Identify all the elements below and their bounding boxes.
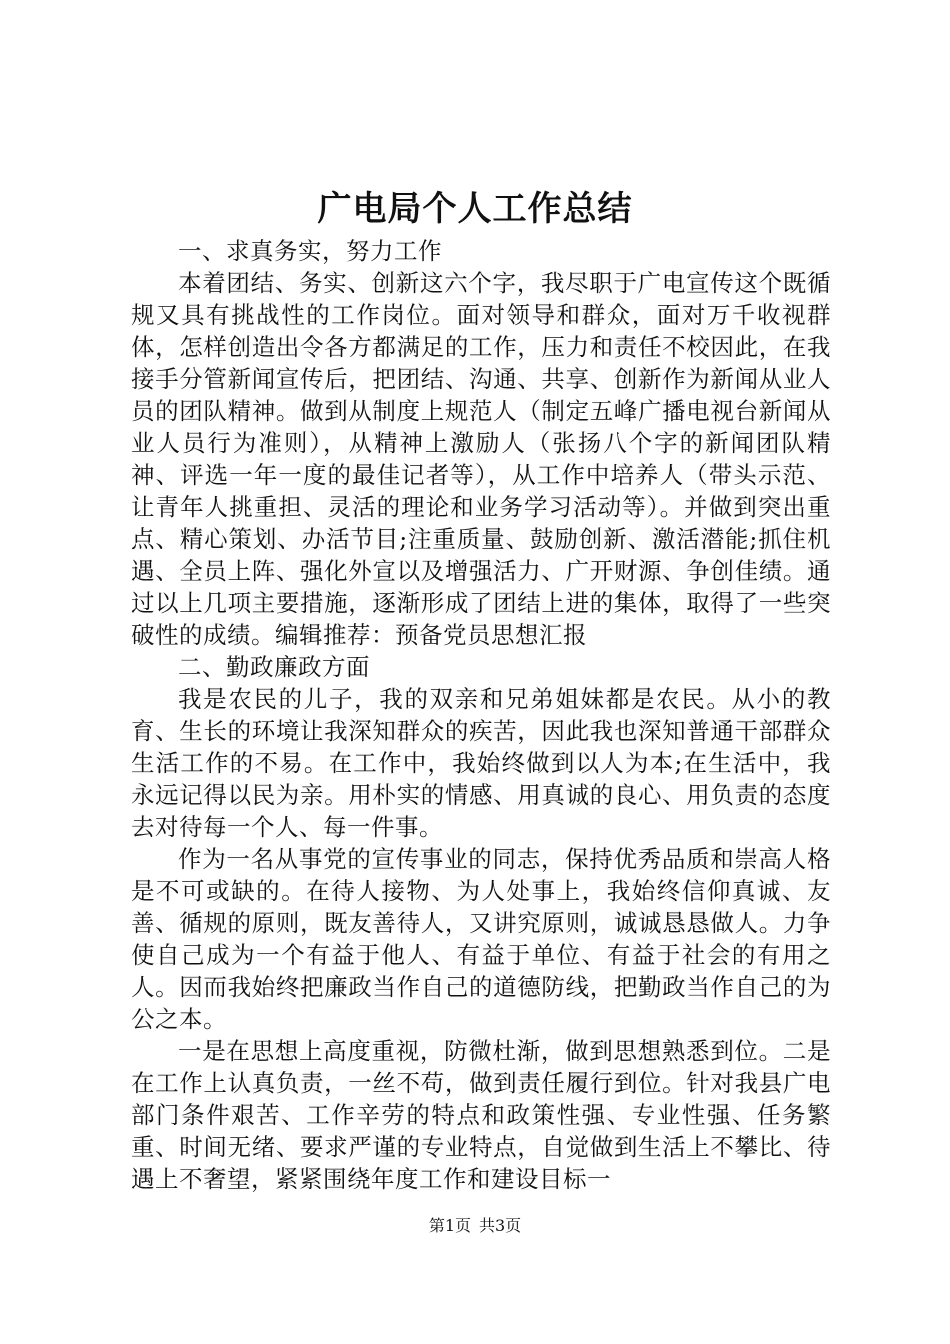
body-paragraph-4: 一是在思想上高度重视，防微杜渐，做到思想熟悉到位。二是在工作上认真负责，一丝不苟，做到责任履行到位。针对我县广电部门条件艰苦、工作辛劳的特点和政策性强、专业性强、任务繁重、时间无绪、要求严谨的专业特点，自觉做到生活上不攀比、待遇上不奢望，紧紧围绕年度工作和建设目标一 bbox=[131, 1037, 831, 1193]
body-paragraph-3: 作为一名从事党的宣传事业的同志，保持优秀品质和崇高人格是不可或缺的。在待人接物、为人处事上，我始终信仰真诚、友善、循规的原则，既友善待人，又讲究原则，诚诚恳恳做人。力争使自己成为一个有益于他人、有益于单位、有益于社会的有用之人。因而我始终把廉政当作自己的道德防线，把勤政当作自己的为公之本。 bbox=[131, 845, 831, 1033]
section-heading-2: 二、勤政廉政方面 bbox=[178, 653, 370, 681]
page-footer bbox=[0, 1216, 950, 1236]
document-body bbox=[131, 235, 831, 1195]
section-heading-1: 一、求真务实，努力工作 bbox=[178, 237, 442, 265]
page-number: 第1页 bbox=[428, 1216, 471, 1235]
body-paragraph-2: 我是农民的儿子，我的双亲和兄弟姐妹都是农民。从小的教育、生长的环境让我深知群众的疾苦，因此我也深知普通干部群众生活工作的不易。在工作中，我始终做到以人为本;在生活中，我永远记得以民为亲。用朴实的情感、用真诚的良心、用负责的态度去对待每一个人、每一件事。 bbox=[131, 685, 831, 841]
document-title: 广电局个人工作总结 bbox=[317, 189, 633, 229]
body-paragraph-1: 本着团结、务实、创新这六个字，我尽职于广电宣传这个既循规又具有挑战性的工作岗位。面对领导和群众，面对万千收视群体，怎样创造出令各方都满足的工作，压力和责任不校因此，在我接手分管新闻宣传后，把团结、沟通、共享、创新作为新闻从业人员的团队精神。做到从制度上规范人（制定五峰广播电视台新闻从业人员行为准则），从精神上激励人（张扬八个字的新闻团队精神、评选一年一度的最佳记者等），从工作中培养人（带头示范、让青年人挑重担、灵活的理论和业务学习活动等）。并做到突出重点、精心策划、办活节目;注重质量、鼓励创新、激活潜能;抓住机遇、全员上阵、强化外宣以及增强活力、广开财源、争创佳绩。通过以上几项主要措施，逐渐形成了团结上进的集体，取得了一些突破性的成绩。编辑推荐：预备党员思想汇报 bbox=[131, 269, 831, 649]
page-total: 共3页 bbox=[479, 1216, 522, 1235]
